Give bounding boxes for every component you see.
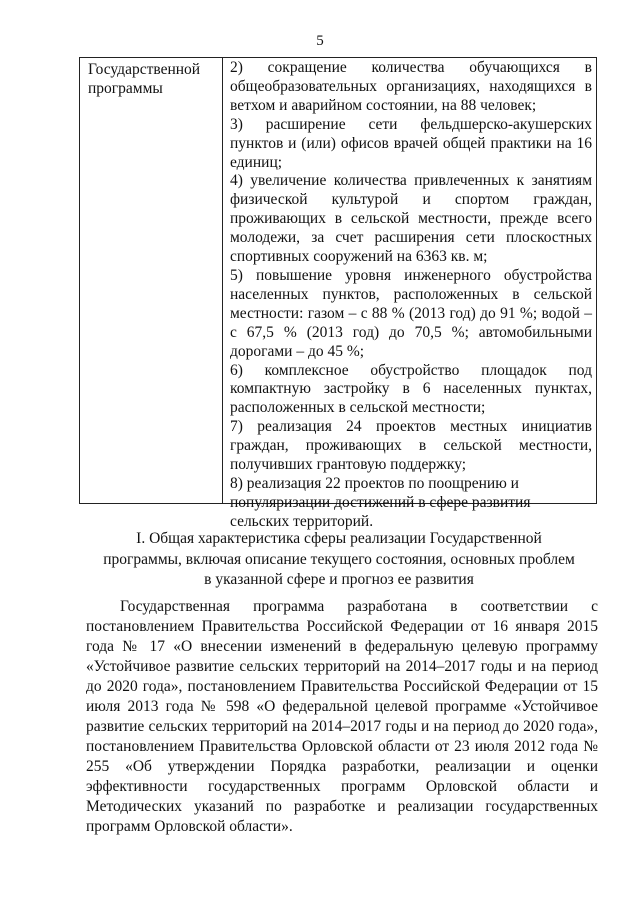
passport-table <box>79 57 597 530</box>
table-right-cell <box>223 58 596 530</box>
table-left-cell: Государственной программы <box>80 58 223 503</box>
heading-line: в указанной сфере и прогноз ее развития <box>204 571 474 588</box>
list-item: 4) увеличение количества привлеченных к занятиям физической культурой и спортом граждан, проживающих в сельской местности, прежде всего молодежи, за счет расширения сети плоскостных спортивных сооружений на 6363 кв. м; <box>230 172 592 266</box>
heading-line: программы, включая описание текущего состояния, основных проблем <box>103 550 575 568</box>
body-paragraph: Государственная программа разработана в соответствии с постановлением Правительства Российской Федерации от 16 января 2015 года № 17 «О внесении изменений в федеральную целевую программу «Устойчивое развитие сельских территорий на 2014–2017 годы и на период до 2020 года», постановлением Правительства Российской Федерации от 15 июля 2013 года № 598 «О федеральной целевой программе «Устойчивое развитие сельских территорий на 2014–2017 годы и на период до 2020 года», постановлением Правительства Орловской области от 23 июля 2012 года № 255 «Об утверждении Порядка разработки, реализации и оценки эффективности государственных программ Орловской области и Методических указаний по разработке и реализации государственных программ Орловской области». <box>86 598 598 835</box>
page-number: 5 <box>316 33 324 49</box>
list-item: 2) сокращение количества обучающихся в общеобразовательных организациях, находящихся в ветхом и аварийном состоянии, на 88 человек; <box>230 59 592 114</box>
list-item: 6) комплексное обустройство площадок под компактную застройку в 6 населенных пунктах, расположенных в сельской местности; <box>230 361 592 417</box>
heading-line: I. Общая характеристика сферы реализации Государственной <box>136 530 542 547</box>
section-heading <box>80 529 598 591</box>
list-item: 7) реализация 24 проектов местных инициатив граждан, проживающих в сельской местности, получивших грантовую поддержку; <box>230 418 592 474</box>
list-item: 5) повышение уровня инженерного обустройства населенных пунктов, расположенных в сельской местности: газом – с 88 % (2013 год) до 91 %; водой – с 67,5 % (2013 год) до 70,5 %; автомобильными дорогами – до 45 %; <box>230 266 592 360</box>
list-item: 3) расширение сети фельдшерско-акушерских пунктов и (или) офисов врачей общей практики на 16 единиц; <box>230 115 592 171</box>
list-item: 8) реализация 22 проектов по поощрению и популяризации достижений в сфере развития сельских территорий. <box>230 474 531 530</box>
